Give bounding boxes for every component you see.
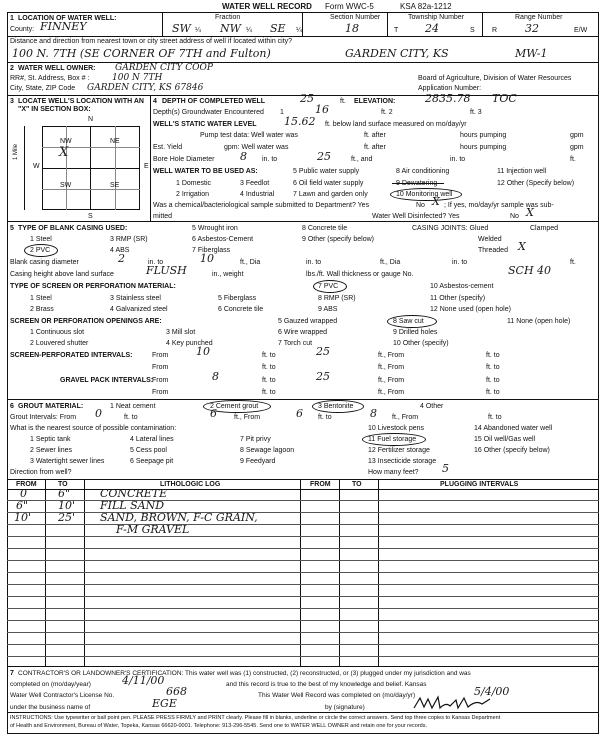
- bore-in-to: in. to: [262, 156, 278, 163]
- log-to-header-2: TO: [352, 481, 362, 488]
- township-value: 24: [425, 22, 439, 35]
- depth-ft: ft.: [340, 98, 346, 105]
- elevation-label: ELEVATION:: [354, 98, 396, 105]
- signature-label: by (signature): [325, 704, 365, 711]
- perf-from-label-4: ft., From: [378, 364, 405, 371]
- disinfect-mark: X: [526, 206, 534, 219]
- height-in: in., weight: [212, 271, 244, 278]
- quarter-2: ¼: [246, 27, 252, 34]
- yield-gpm-2: gpm: [570, 144, 584, 151]
- completed-value: 4/11/00: [122, 674, 165, 687]
- contam-item: 8 Sewage lagoon: [240, 447, 295, 454]
- log-row-from: 0: [20, 487, 27, 500]
- instructions-line-2: of Health and Environment, Bureau of Water, Topeka, Kansas 66620-0001. Telephone: 913-296-5545. Send one to WATER WELL OWNER and retain one for your records.: [10, 723, 428, 729]
- opening-item: 1 Continuous slot: [30, 329, 85, 336]
- diameter-value: 2: [118, 252, 125, 265]
- log-row-line: [7, 524, 599, 525]
- perf-from-value: 10: [196, 345, 210, 358]
- city-value: GARDEN CITY, KS: [345, 47, 449, 60]
- contam-item: 9 Feedyard: [240, 458, 276, 465]
- grout-item: 1 Neat cement: [110, 403, 156, 410]
- opening-item: 4 Key punched: [166, 340, 213, 347]
- bore-value: 8: [240, 150, 247, 163]
- bore-ft: ft.: [570, 156, 576, 163]
- elevation-value: 2835.78: [425, 92, 471, 105]
- contam-item: 13 Insecticide storage: [368, 458, 437, 465]
- log-to-header: TO: [58, 481, 68, 488]
- grout-to-label-3: ft. to: [488, 414, 502, 421]
- completed-label: completed on (mo/day/year): [10, 681, 91, 688]
- dewatering-strike: [392, 183, 444, 184]
- log-row-desc: F-M GRAVEL: [116, 523, 190, 536]
- board-label: Board of Agriculture, Division of Water Resources: [418, 75, 572, 82]
- nw-label: NW: [60, 138, 72, 145]
- log-row-line: [7, 656, 599, 657]
- log-row-from: 6": [16, 499, 29, 512]
- pump-gpm: gpm: [570, 132, 584, 139]
- divider: [482, 12, 483, 36]
- north-label: N: [88, 116, 94, 123]
- gravel-from-value: 8: [212, 370, 219, 383]
- grout-interval-label: Grout Intervals: From: [10, 414, 77, 421]
- county-value: FINNEY: [40, 20, 87, 33]
- perf-to-value: 25: [316, 345, 330, 358]
- divider: [302, 12, 303, 36]
- screen-item: 1 Steel: [30, 295, 52, 302]
- fraction-3: SE: [270, 22, 286, 35]
- grout-from-label-2: ft., From: [234, 414, 261, 421]
- pvc-casing-circle: [24, 244, 58, 257]
- application-label: Application Number:: [418, 85, 482, 92]
- diameter-to: 10: [200, 252, 214, 265]
- elevation-ref: TOC: [492, 92, 517, 105]
- opening-item: 8 Saw cut: [393, 318, 424, 325]
- screen-item: 3 Stainless steel: [110, 295, 161, 302]
- distance-label: Distance and direction from nearest town or city street address of well if located within city?: [10, 38, 293, 45]
- diameter-label: Blank casing diameter: [10, 259, 79, 266]
- disinfect-no: No: [510, 213, 519, 220]
- chem-rest: ; If yes, mo/day/yr sample was sub-: [444, 202, 554, 209]
- gravel-from-label-2: ft., From: [378, 377, 405, 384]
- disinfect-label: Water Well Disinfected? Yes: [372, 213, 460, 220]
- section-6-number: 6: [10, 403, 14, 410]
- gravel-to-label-3: ft. to: [262, 389, 276, 396]
- how-many-label: How many feet?: [368, 469, 419, 476]
- record-value: 5/4/00: [474, 685, 510, 698]
- use-item: 4 Industrial: [240, 191, 275, 198]
- perf-to-label-4: ft. to: [486, 364, 500, 371]
- section-7-number: 7: [10, 670, 14, 677]
- rule: [7, 712, 599, 713]
- height-lbs: lbs./ft. Wall thickness or gauge No.: [306, 271, 414, 278]
- section-box-dash: [42, 147, 140, 148]
- bore-in-to-2: in. to: [450, 156, 466, 163]
- rule: [7, 479, 599, 480]
- csz-label: City, State, ZIP Code: [10, 85, 76, 92]
- joints-threaded: Threaded: [478, 247, 508, 254]
- opening-item: 11 None (open hole): [507, 318, 571, 325]
- west-label: W: [33, 163, 40, 170]
- grout-to-value: 6: [210, 407, 217, 420]
- fuel-storage-circle: [362, 433, 426, 446]
- contamination-label: What is the nearest source of possible contamination:: [10, 425, 177, 432]
- east-label: E: [144, 163, 149, 170]
- gravel-label: GRAVEL PACK INTERVALS:: [60, 377, 154, 384]
- opening-item: 6 Wire wrapped: [278, 329, 328, 336]
- gauge-value: SCH 40: [508, 264, 552, 277]
- section-number-value: 18: [345, 22, 359, 35]
- log-row-line: [7, 596, 599, 597]
- monitoring-well-circle: [390, 188, 462, 201]
- log-lithologic-header: LITHOLOGIC LOG: [160, 481, 221, 488]
- business-value: EGE: [152, 697, 177, 710]
- contam-item: 14 Abandoned water well: [474, 425, 553, 432]
- section-5-number: 5: [10, 225, 14, 232]
- grout-to-label: ft. to: [124, 414, 138, 421]
- certification-label: CONTRACTOR'S OR LANDOWNER'S CERTIFICATION: This water well was (1) constructed, (2) reconstructed, or (3) plugged under my jurisdiction and was: [18, 670, 471, 677]
- log-row-line: [7, 500, 599, 501]
- use-item: 8 Air conditioning: [396, 168, 450, 175]
- fraction-1: SW: [172, 22, 191, 35]
- location-mark: X: [59, 145, 69, 160]
- use-item: [396, 180, 437, 188]
- section-number-label: Section Number: [330, 14, 381, 21]
- screen-item: 7 PVC: [318, 283, 339, 290]
- gravel-to-label: ft. to: [262, 377, 276, 384]
- static-label: WELL'S STATIC WATER LEVEL: [153, 121, 257, 128]
- perforated-label: SCREEN-PERFORATED INTERVALS:: [10, 352, 133, 359]
- screen-item: 8 RMP (SR): [318, 295, 356, 302]
- grout-to-value-2: 8: [370, 407, 377, 420]
- use-item: 11 Injection well: [497, 168, 547, 175]
- grout-item: 4 Other: [420, 403, 444, 410]
- opening-item: 7 Torch cut: [278, 340, 313, 347]
- se-label: SE: [110, 182, 120, 189]
- log-row-line: [7, 608, 599, 609]
- use-item: 5 Public water supply: [293, 168, 360, 175]
- casing-item: 9 Other (specify below): [302, 236, 374, 243]
- bore-to: 25: [317, 150, 331, 163]
- yield-gpm: gpm: Well water was: [224, 144, 289, 151]
- locate-label: LOCATE WELL'S LOCATION WITH AN "X" IN SECTION BOX:: [18, 98, 144, 113]
- openings-label: SCREEN OR PERFORATION OPENINGS ARE:: [10, 318, 162, 325]
- quarter-1: ¼: [195, 27, 201, 34]
- static-value: 15.62: [284, 115, 316, 128]
- south-label: S: [88, 213, 93, 220]
- rule: [7, 36, 599, 37]
- screen-item: 12 None used (open hole): [430, 306, 511, 313]
- mitted-label: mitted: [153, 213, 173, 220]
- screen-item: 5 Fiberglass: [218, 295, 257, 302]
- yield-hours: hours pumping: [460, 144, 507, 151]
- depth-value: 25: [300, 92, 314, 105]
- location-label: LOCATION OF WATER WELL:: [18, 15, 117, 22]
- pvc-screen-circle: [313, 280, 347, 293]
- bore-label: Bore Hole Diameter: [153, 156, 215, 163]
- use-item: 7 Lawn and garden only: [293, 191, 368, 198]
- groundwater-1: 1: [280, 109, 284, 116]
- contam-item: 7 Pit privy: [240, 436, 271, 443]
- perf-from-label: From: [152, 352, 169, 359]
- grout-to-label-2: ft. to: [318, 414, 332, 421]
- casing-item: 1 Steel: [30, 236, 52, 243]
- contam-item: 6 Seepage pit: [130, 458, 174, 465]
- contam-item: 11 Fuel storage: [368, 436, 417, 443]
- contam-item: 4 Lateral lines: [130, 436, 174, 443]
- perf-to-label-3: ft. to: [262, 364, 276, 371]
- opening-item: 2 Louvered shutter: [30, 340, 89, 347]
- diameter-rest-1: ft., Dia: [240, 259, 261, 266]
- owner-label: WATER WELL OWNER:: [18, 65, 96, 72]
- how-many-value: 5: [442, 462, 449, 475]
- record-label: This Water Well Record was completed on (mo/day/yr): [258, 692, 416, 699]
- fraction-label: Fraction: [215, 14, 241, 21]
- screen-item: 2 Brass: [30, 306, 54, 313]
- diameter-rest-4: in. to: [452, 259, 468, 266]
- diameter-rest-2: in. to: [306, 259, 322, 266]
- section-1-number: 1: [10, 15, 14, 22]
- gravel-from-label-3: From: [152, 389, 169, 396]
- log-row-line: [7, 536, 599, 537]
- casing-item: 7 Fiberglass: [192, 247, 231, 254]
- pump-label: Pump test data: Well water was: [200, 132, 298, 139]
- casing-item: 6 Asbestos-Cement: [192, 236, 254, 243]
- mile-scale-line: [24, 126, 25, 210]
- township-t: T: [394, 27, 399, 34]
- threaded-mark: X: [518, 240, 526, 253]
- log-from-header-2: FROM: [310, 481, 331, 488]
- yield-label: Est. Yield: [153, 144, 183, 151]
- screen-item: 4 Galvanized steel: [110, 306, 168, 313]
- license-label: Water Well Contractor's License No.: [10, 692, 115, 699]
- quarter-3: ¼: [296, 27, 302, 34]
- contam-item: 16 Other (specify below): [474, 447, 550, 454]
- form-number: Form WWC-5: [325, 2, 374, 11]
- use-item: 10 Monitoring well: [396, 191, 453, 198]
- chem-no: No: [416, 202, 425, 209]
- use-item: 12 Other (Specify below): [497, 180, 575, 187]
- form-title: WATER WELL RECORD: [222, 2, 312, 11]
- gravel-to-value: 25: [316, 370, 330, 383]
- log-row-line: [7, 560, 599, 561]
- grout-item: 3 Bentonite: [318, 403, 354, 410]
- well-id: MW-1: [515, 47, 548, 60]
- casing-label: TYPE OF BLANK CASING USED:: [18, 225, 128, 232]
- saw-cut-circle: [387, 315, 437, 328]
- section-4-number: 4: [153, 98, 157, 105]
- rule: [7, 489, 599, 490]
- casing-item: 2 PVC: [30, 247, 51, 254]
- section-2-number: 2: [10, 65, 14, 72]
- divider: [387, 12, 388, 36]
- contam-item: 15 Oil well/Gas well: [474, 436, 536, 443]
- gravel-to-label-2: ft. to: [486, 377, 500, 384]
- casing-item: 4 ABS: [110, 247, 130, 254]
- diameter-rest-3: ft., Dia: [380, 259, 401, 266]
- license-value: 668: [166, 685, 187, 698]
- groundwater-label: Depth(s) Groundwater Encountered: [153, 109, 264, 116]
- contam-item: 5 Cess pool: [130, 447, 167, 454]
- contam-item: 2 Sewer lines: [30, 447, 73, 454]
- log-row-desc: FILL SAND: [100, 499, 165, 512]
- log-row-to: 25': [58, 511, 76, 524]
- log-row-line: [7, 572, 599, 573]
- bentonite-circle: [312, 400, 364, 413]
- groundwater-3: ft. 3: [470, 109, 482, 116]
- diameter-in-to: in. to: [148, 259, 164, 266]
- use-item: 6 Oil field water supply: [293, 180, 364, 187]
- bore-and: ft., and: [351, 156, 373, 163]
- height-label: Casing height above land surface: [10, 271, 114, 278]
- log-row-line: [7, 620, 599, 621]
- log-row-line: [7, 632, 599, 633]
- pump-after: ft. after: [364, 132, 386, 139]
- address-value: 100 N 7TH: [112, 73, 163, 83]
- use-label: WELL WATER TO BE USED AS:: [153, 168, 258, 175]
- use-item: 3 Feedlot: [240, 180, 270, 187]
- contam-item: 1 Septic tank: [30, 436, 71, 443]
- log-row-to: 6": [58, 487, 71, 500]
- opening-item: 9 Drilled holes: [393, 329, 438, 336]
- log-row-to: 10': [58, 499, 76, 512]
- rule: [7, 666, 599, 667]
- log-row-line: [7, 584, 599, 585]
- grout-item: 2 Cement grout: [210, 403, 259, 410]
- grout-label: GROUT MATERIAL:: [18, 403, 84, 410]
- screen-label: TYPE OF SCREEN OR PERFORATION MATERIAL:: [10, 283, 176, 290]
- log-row-desc: CONCRETE: [100, 487, 168, 500]
- ne-label: NE: [110, 138, 120, 145]
- section-box-hline: [42, 168, 140, 169]
- business-label: under the business name of: [10, 704, 91, 711]
- opening-item: 5 Gauzed wrapped: [278, 318, 338, 325]
- casing-item: 8 Concrete tile: [302, 225, 348, 232]
- section-box-dash: [42, 189, 140, 190]
- contam-item: 10 Livestock pens: [368, 425, 425, 432]
- plugging-header: PLUGGING INTERVALS: [440, 481, 519, 488]
- diameter-ft: ft.: [570, 259, 576, 266]
- contam-item: 3 Watertight sewer lines: [30, 458, 105, 465]
- completed-rest: and this record is true to the best of my knowledge and belief. Kansas: [226, 681, 427, 688]
- section-3-number: 3: [10, 98, 14, 105]
- divider: [150, 95, 151, 221]
- distance-value: 100 N. 7TH (SE CORNER OF 7TH and Fulton): [12, 47, 271, 60]
- perf-to-label: ft. to: [262, 352, 276, 359]
- yield-after: ft. after: [364, 144, 386, 151]
- address-label: RR#, St. Address, Box # :: [10, 75, 90, 82]
- owner-value: GARDEN CITY COOP: [115, 63, 213, 73]
- range-value: 32: [525, 22, 539, 35]
- log-row-from: 10': [14, 511, 32, 524]
- grout-from-label-3: ft., From: [392, 414, 419, 421]
- joints-label: CASING JOINTS: Glued: [412, 225, 489, 232]
- joints-welded: Welded: [478, 236, 502, 243]
- chem-label: Was a chemical/bacteriological sample submitted to Department? Yes: [153, 202, 370, 209]
- log-from-header: FROM: [16, 481, 37, 488]
- range-ew: E/W: [574, 27, 588, 34]
- groundwater-value: 16: [315, 103, 329, 116]
- range-label: Range Number: [515, 14, 563, 21]
- log-row-desc: SAND, BROWN, F-C GRAIN,: [100, 511, 258, 524]
- range-r: R: [492, 27, 498, 34]
- groundwater-2: ft. 2: [381, 109, 393, 116]
- log-row-line: [7, 548, 599, 549]
- static-rest: ft. below land surface measured on mo/day/yr: [325, 121, 467, 128]
- csz-value: GARDEN CITY, KS 67846: [87, 83, 204, 93]
- opening-item: 3 Mill slot: [166, 329, 196, 336]
- township-s: S: [470, 27, 475, 34]
- mile-label: 1 Mile: [13, 143, 19, 160]
- gravel-from-label: From: [152, 377, 169, 384]
- rule: [7, 62, 599, 63]
- depth-label: DEPTH OF COMPLETED WELL: [162, 98, 266, 105]
- grout-from-value: 0: [95, 407, 102, 420]
- pump-hours: hours pumping: [460, 132, 507, 139]
- township-label: Township Number: [408, 14, 465, 21]
- screen-item: 6 Concrete tile: [218, 306, 264, 313]
- instructions-line-1: INSTRUCTIONS: Use typewriter or ball point pen. PLEASE PRESS FIRMLY and PRINT clearly. Please fill in blanks, underline or circle the correct answers. Send top three copies to Kansas Department: [10, 715, 501, 721]
- screen-item: 11 Other (specify): [430, 295, 486, 302]
- log-row-line: [7, 512, 599, 513]
- gravel-from-label-4: ft., From: [378, 389, 405, 396]
- county-label: County:: [10, 26, 35, 33]
- statute-ref: KSA 82a-1212: [400, 2, 452, 11]
- use-item: 1 Domestic: [176, 180, 212, 187]
- opening-item: 10 Other (specify): [393, 340, 449, 347]
- divider: [162, 12, 163, 36]
- joints-clamped: Clamped: [530, 225, 559, 232]
- log-row-line: [7, 644, 599, 645]
- contam-item: 12 Fertilizer storage: [368, 447, 430, 454]
- use-item: 2 Irrigation: [176, 191, 210, 198]
- sw-label: SW: [60, 182, 72, 189]
- screen-item: 10 Asbestos-cement: [430, 283, 494, 290]
- grout-from-value-2: 6: [296, 407, 303, 420]
- signature-image: [410, 694, 500, 712]
- casing-item: 3 RMP (SR): [110, 236, 148, 243]
- rule: [7, 221, 599, 222]
- direction-label: Direction from well?: [10, 469, 72, 476]
- screen-item: 9 ABS: [318, 306, 338, 313]
- perf-from-label-2: ft., From: [378, 352, 405, 359]
- perf-to-label-2: ft. to: [486, 352, 500, 359]
- height-value: FLUSH: [146, 264, 187, 277]
- perf-from-label-3: From: [152, 364, 169, 371]
- chem-mark: X: [432, 195, 440, 208]
- casing-item: 5 Wrought iron: [192, 225, 238, 232]
- rule: [7, 399, 599, 400]
- fraction-2: NW: [220, 22, 241, 35]
- gravel-to-label-4: ft. to: [486, 389, 500, 396]
